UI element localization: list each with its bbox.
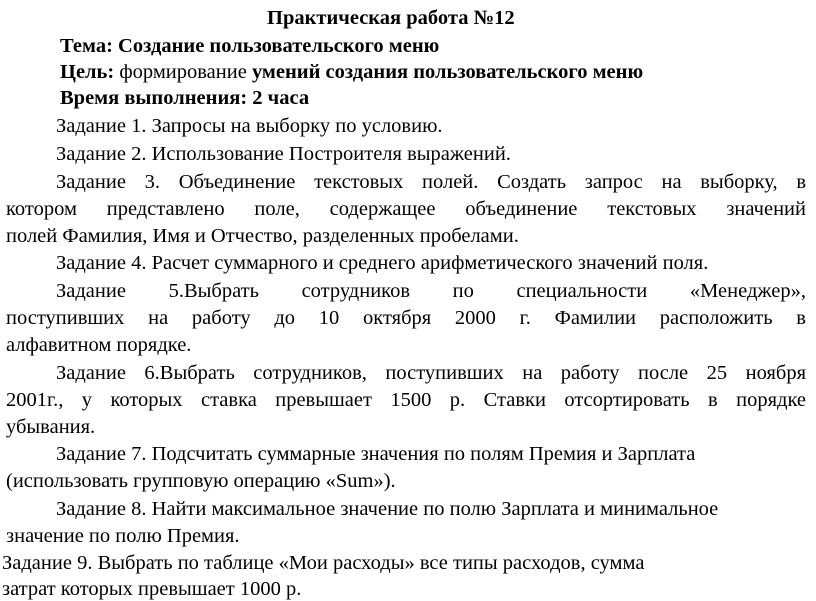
- task-6-line-2: 2001г., у которых ставка превышает 1500 р. Ставки отсортировать в порядке: [6, 389, 806, 411]
- task-5-line-2: поступивших на работу до 10 октября 2000 г. Фамилии расположить в: [6, 307, 806, 329]
- task-5-line-1: Задание 5.Выбрать сотрудников по специальности «Менеджер»,: [56, 280, 806, 302]
- task-7-line-2: (использовать групповую операцию «Sum»).: [6, 470, 396, 492]
- topic-label: Тема:: [60, 35, 113, 57]
- task-5-line-3: алфавитном порядке.: [6, 334, 192, 356]
- task-8-line-2: значение по полю Премия.: [6, 525, 240, 547]
- task-6-line-1: Задание 6.Выбрать сотрудников, поступивших на работу после 25 ноября: [56, 362, 806, 384]
- time-line: Время выполнения: 2 часа: [60, 87, 310, 109]
- goal-label: Цель:: [60, 61, 115, 83]
- task-8-line-1: Задание 8. Найти максимальное значение по полю Зарплата и минимальное: [56, 498, 719, 520]
- page-title: Практическая работа №12: [267, 7, 515, 29]
- task-1-line: Задание 1. Запросы на выборку по условию.: [56, 115, 443, 137]
- task-6-line-3: убывания.: [6, 416, 96, 438]
- task-3-line-3: полей Фамилия, Имя и Отчество, разделенных пробелами.: [6, 225, 519, 247]
- task-3-line-1: Задание 3. Объединение текстовых полей. Создать запрос на выборку, в: [56, 171, 806, 193]
- topic-line: [60, 34, 439, 58]
- goal-line: [60, 60, 643, 84]
- topic-value: Создание пользовательского меню: [118, 35, 440, 57]
- task-7-line-1: Задание 7. Подсчитать суммарные значения по полям Премия и Зарплата: [56, 443, 696, 465]
- task-9-line-1: Задание 9. Выбрать по таблице «Мои расходы» все типы расходов, сумма: [2, 552, 645, 574]
- goal-bold: умений создания пользовательского меню: [251, 61, 644, 83]
- task-4-line: Задание 4. Расчет суммарного и среднего арифметического значений поля.: [56, 252, 709, 274]
- goal-normal: формирование: [119, 61, 247, 83]
- task-2-line: Задание 2. Использование Построителя выражений.: [56, 143, 511, 165]
- task-3-line-2: котором представлено поле, содержащее объединение текстовых значений: [6, 198, 806, 220]
- task-9-line-2: затрат которых превышает 1000 р.: [2, 578, 302, 600]
